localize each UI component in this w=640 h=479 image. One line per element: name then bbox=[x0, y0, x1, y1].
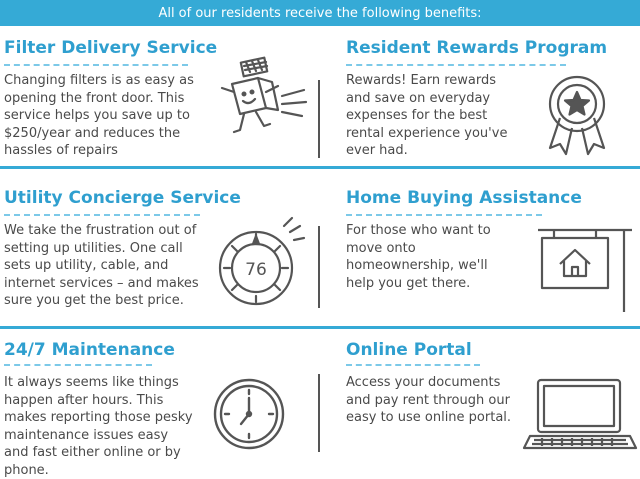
title-divider bbox=[4, 214, 200, 216]
benefit-title-resident-rewards: Resident Rewards Program bbox=[346, 38, 608, 58]
row-separator bbox=[0, 326, 640, 329]
title-divider bbox=[346, 364, 480, 366]
benefit-text-resident-rewards: Rewards! Earn rewards and save on everyday expenses for the best rental experience you've ever had. bbox=[346, 73, 508, 158]
house-sign-icon bbox=[532, 222, 636, 314]
benefit-title-filter-delivery: Filter Delivery Service bbox=[4, 38, 218, 58]
benefit-text-home-buying: For those who want to move onto homeownership, we'll help you get there. bbox=[346, 223, 491, 291]
award-ribbon-icon bbox=[542, 72, 612, 162]
benefit-text-maintenance: It always seems like things happen after hours. This makes reporting those pesky maintenance issues easy and fast either online or by phone. bbox=[4, 375, 193, 478]
thermostat-reading: 76 bbox=[245, 260, 267, 280]
benefit-text-utility-concierge: We take the frustration out of setting up utilities. One call sets up utility, cable, and internet services – and makes sure you get the best price. bbox=[4, 223, 199, 308]
clock-icon bbox=[212, 372, 292, 456]
benefit-title-maintenance: 24/7 Maintenance bbox=[4, 340, 175, 360]
column-divider bbox=[318, 80, 320, 158]
benefits-banner: All of our residents receive the following benefits: bbox=[0, 0, 640, 26]
benefit-title-utility-concierge: Utility Concierge Service bbox=[4, 188, 241, 208]
row-separator bbox=[0, 166, 640, 169]
column-divider bbox=[318, 374, 320, 452]
column-divider bbox=[318, 226, 320, 308]
thermostat-icon bbox=[212, 212, 312, 308]
benefit-title-home-buying: Home Buying Assistance bbox=[346, 188, 582, 208]
laptop-icon bbox=[522, 376, 638, 456]
title-divider bbox=[4, 64, 188, 66]
title-divider bbox=[4, 364, 152, 366]
filter-delivery-icon bbox=[212, 52, 312, 152]
benefit-title-online-portal: Online Portal bbox=[346, 340, 472, 360]
title-divider bbox=[346, 214, 542, 216]
benefit-text-filter-delivery: Changing filters is as easy as opening the front door. This service helps you save up to $250/year and reduces the hassles of repairs bbox=[4, 73, 194, 158]
benefit-text-online-portal: Access your documents and pay rent through our easy to use online portal. bbox=[346, 375, 512, 425]
title-divider bbox=[346, 64, 566, 66]
